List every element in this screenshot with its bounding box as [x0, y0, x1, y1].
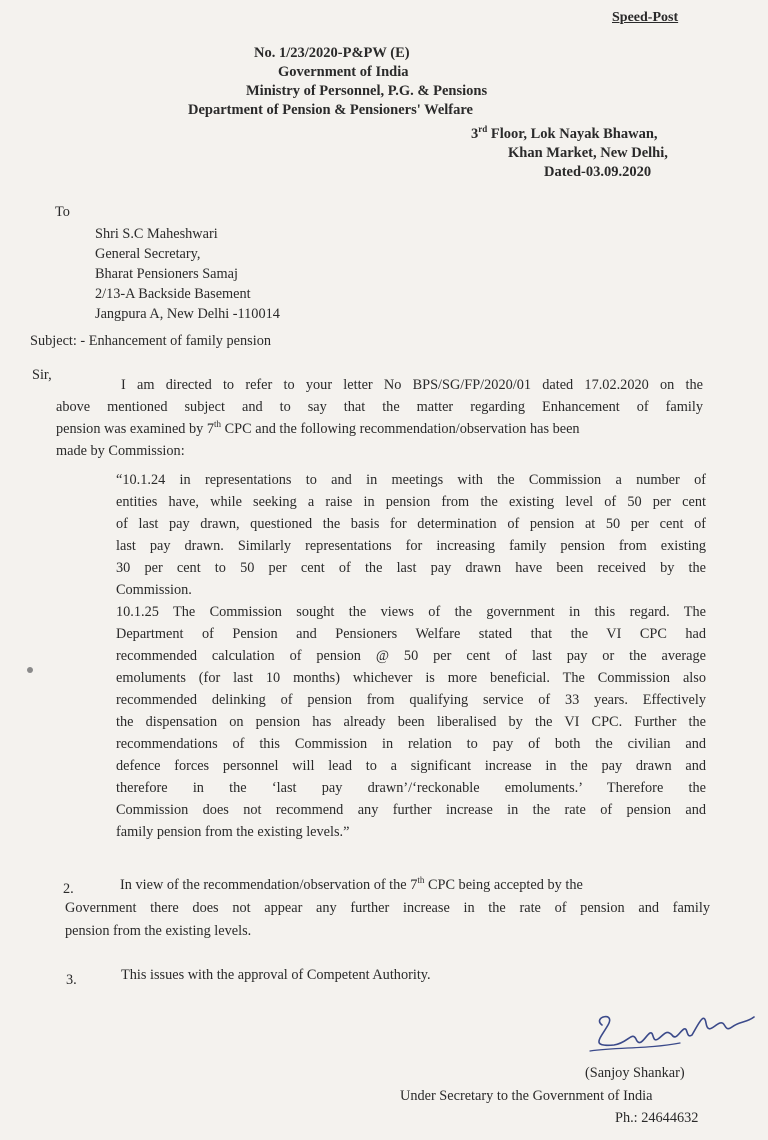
- paper-speck: [27, 667, 33, 673]
- signatory-phone: Ph.: 24644632: [615, 1110, 699, 1126]
- address-city: Khan Market, New Delhi,: [508, 145, 668, 161]
- quote-line-11: recommended delinking of pension from qualifying service of 33 years. Effectively: [116, 692, 706, 708]
- signatory-designation: Under Secretary to the Government of India: [400, 1088, 653, 1104]
- para2-line-1: In view of the recommendation/observation of the 7th CPC being accepted by the: [120, 875, 583, 893]
- govt-line: Government of India: [278, 64, 409, 80]
- para2-line-2: Government there does not appear any further increase in the rate of pension and family: [65, 900, 710, 916]
- to-label: To: [55, 204, 70, 220]
- para3-text: This issues with the approval of Competent Authority.: [121, 967, 431, 983]
- quote-line-3: of last pay drawn, questioned the basis for determination of pension at 50 per cent of: [116, 516, 706, 532]
- para3-number: 3.: [66, 972, 77, 988]
- letter-date: Dated-03.09.2020: [544, 164, 652, 180]
- quote-line-8: Department of Pension and Pensioners Welfare stated that the VI CPC had: [116, 626, 706, 642]
- quote-line-17: family pension from the existing levels.”: [116, 824, 350, 840]
- ministry-line: Ministry of Personnel, P.G. & Pensions: [246, 83, 488, 99]
- quote-line-16: Commission does not recommend any further increase in the rate of pension and: [116, 802, 706, 818]
- quote-line-14: defence forces personnel will lead to a significant increase in the pay drawn and: [116, 758, 706, 774]
- speed-post-label: Speed-Post: [612, 10, 679, 25]
- para2-number: 2.: [63, 881, 74, 897]
- quote-line-7: 10.1.25 The Commission sought the views of the government in this regard. The: [116, 604, 706, 620]
- recipient-name: Shri S.C Maheshwari: [95, 226, 218, 242]
- quote-line-1: “10.1.24 in representations to and in meetings with the Commission a number of: [116, 472, 706, 488]
- subject-line: Subject: - Enhancement of family pension: [30, 333, 271, 349]
- address-floor: 3rd Floor, Lok Nayak Bhawan,: [471, 124, 658, 142]
- quote-line-15: therefore in the ‘last pay drawn’/‘reckonable emoluments.’ Therefore the: [116, 780, 706, 796]
- department-line: Department of Pension & Pensioners' Welfare: [188, 102, 473, 118]
- quote-line-9: recommended calculation of pension @ 50 per cent of last pay or the average: [116, 648, 706, 664]
- recipient-title: General Secretary,: [95, 246, 201, 262]
- para2-line-3: pension from the existing levels.: [65, 923, 252, 939]
- quote-line-13: recommendations of this Commission in relation to pay of both the civilian and: [116, 736, 706, 752]
- signatory-name: (Sanjoy Shankar): [585, 1065, 685, 1081]
- signature-scribble: [588, 995, 768, 1065]
- recipient-address-1: 2/13-A Backside Basement: [95, 286, 251, 302]
- quote-line-4: last pay drawn. Similarly representations for increasing family pension from existing: [116, 538, 706, 554]
- quote-line-10: emoluments (for last 10 months) whichever is more beneficial. The Commission also: [116, 670, 706, 686]
- para1-line-1: I am directed to refer to your letter No BPS/SG/FP/2020/01 dated 17.02.2020 on the: [121, 377, 703, 393]
- quote-line-6: Commission.: [116, 582, 192, 598]
- quote-line-5: 30 per cent to 50 per cent of the last pay drawn have been received by the: [116, 560, 706, 576]
- recipient-org: Bharat Pensioners Samaj: [95, 266, 238, 282]
- para1-line-3: pension was examined by 7th CPC and the following recommendation/observation has been: [56, 419, 580, 437]
- para1-line-2: above mentioned subject and to say that the matter regarding Enhancement of family: [56, 399, 703, 415]
- quote-line-12: the dispensation on pension has already been liberalised by the VI CPC. Further the: [116, 714, 706, 730]
- file-number: No. 1/23/2020-P&PW (E): [254, 45, 410, 61]
- quote-line-2: entities have, while seeking a raise in pension from the existing level of 50 per cent: [116, 494, 706, 510]
- para1-line-4: made by Commission:: [56, 443, 185, 459]
- recipient-address-2: Jangpura A, New Delhi -110014: [95, 306, 280, 322]
- salutation: Sir,: [32, 367, 52, 383]
